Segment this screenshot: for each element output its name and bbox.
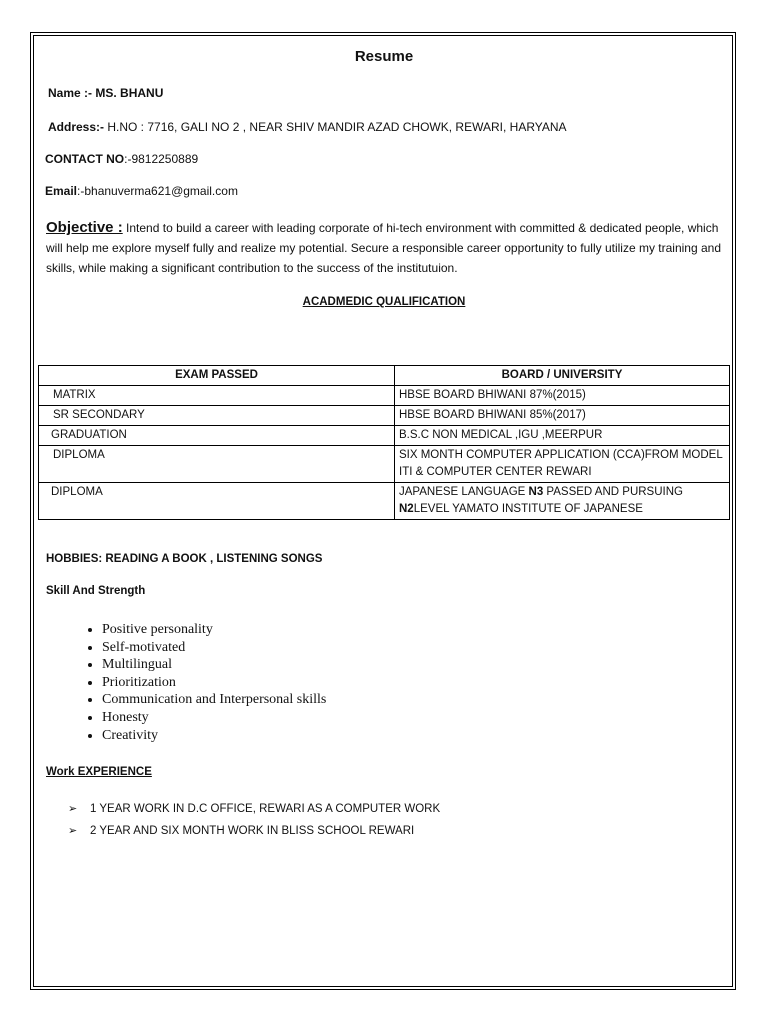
hobbies-line: HOBBIES: READING A BOOK , LISTENING SONGS [46,553,323,565]
list-item: • Multilingual [102,656,326,674]
name-value: MS. BHANU [95,86,164,100]
table-row [39,386,730,406]
exam-cell: MATRIX [39,386,395,406]
board-cell: B.S.C NON MEDICAL ,IGU ,MEERPUR [395,426,730,446]
list-item: • Prioritization [102,674,326,692]
contact-line [45,152,198,166]
column-header-board: BOARD / UNIVERSITY [395,366,730,386]
skills-heading: Skill And Strength [46,585,146,597]
work-experience-heading: Work EXPERIENCE [46,766,152,778]
exam-cell: SR SECONDARY [39,406,395,426]
table-row [39,483,730,520]
exam-cell: GRADUATION [39,426,395,446]
list-item [68,798,440,820]
list-item [68,820,440,842]
contact-label: CONTACT NO [45,152,125,166]
skills-list [62,621,326,744]
board-level-n3: N3 [528,486,544,498]
objective-block [46,218,722,278]
board-cell: HBSE BOARD BHIWANI 87%(2015) [395,386,730,406]
list-item: • Self-motivated [102,639,326,657]
name-line [48,86,163,100]
board-text: LEVEL YAMATO INSTITUTE OF JAPANESE [413,503,643,515]
resume-title: Resume [354,48,414,65]
board-cell: HBSE BOARD BHIWANI 85%(2017) [395,406,730,426]
list-item: • Honesty [102,709,326,727]
email-label: Email [45,184,78,198]
academic-heading: ACADMEDIC QUALIFICATION [302,296,466,308]
email-value: :-bhanuverma621@gmail.com [77,184,238,198]
list-item: • Communication and Interpersonal skills [102,691,326,709]
address-value: H.NO : 7716, GALI NO 2 , NEAR SHIV MANDIR AZAD CHOWK, REWARI, HARYANA [104,120,567,134]
arrow-bullet-icon: ➢ [68,825,78,837]
name-label: Name :- [48,86,93,100]
table-row [39,446,730,483]
list-item: • Creativity [102,727,326,745]
address-line [48,120,567,134]
table-header-row [39,366,730,386]
work-item-text: 1 YEAR WORK IN D.C OFFICE, REWARI AS A COMPUTER WORK [90,803,441,815]
contact-value: :-9812250889 [124,152,199,166]
arrow-bullet-icon: ➢ [68,803,78,815]
board-cell [395,483,730,520]
list-item: • Positive personality [102,621,326,639]
exam-cell: DIPLOMA [39,446,395,483]
objective-label: Objective : [46,219,123,236]
email-line [45,184,238,198]
column-header-exam: EXAM PASSED [39,366,395,386]
work-experience-list [68,798,440,842]
board-text: JAPANESE LANGUAGE [399,486,529,498]
table-row [39,406,730,426]
exam-cell: DIPLOMA [39,483,395,520]
board-level-n2: N2 [399,503,414,515]
board-cell: SIX MONTH COMPUTER APPLICATION (CCA)FROM MODEL ITI & COMPUTER CENTER REWARI [395,446,730,483]
address-label: Address:- [48,120,105,134]
board-text: PASSED AND PURSUING [543,486,683,498]
work-item-text: 2 YEAR AND SIX MONTH WORK IN BLISS SCHOOL REWARI [90,825,415,837]
qualification-table [38,365,730,520]
table-row [39,426,730,446]
objective-text: Intend to build a career with leading corporate of hi-tech environment with committed & dedicated people, which will help me explore myself fully and realize my potential. Secure a responsible career opportunity to fully utilize my training and skills, while making a significant contribution to the success of the institutuion. [46,221,721,275]
